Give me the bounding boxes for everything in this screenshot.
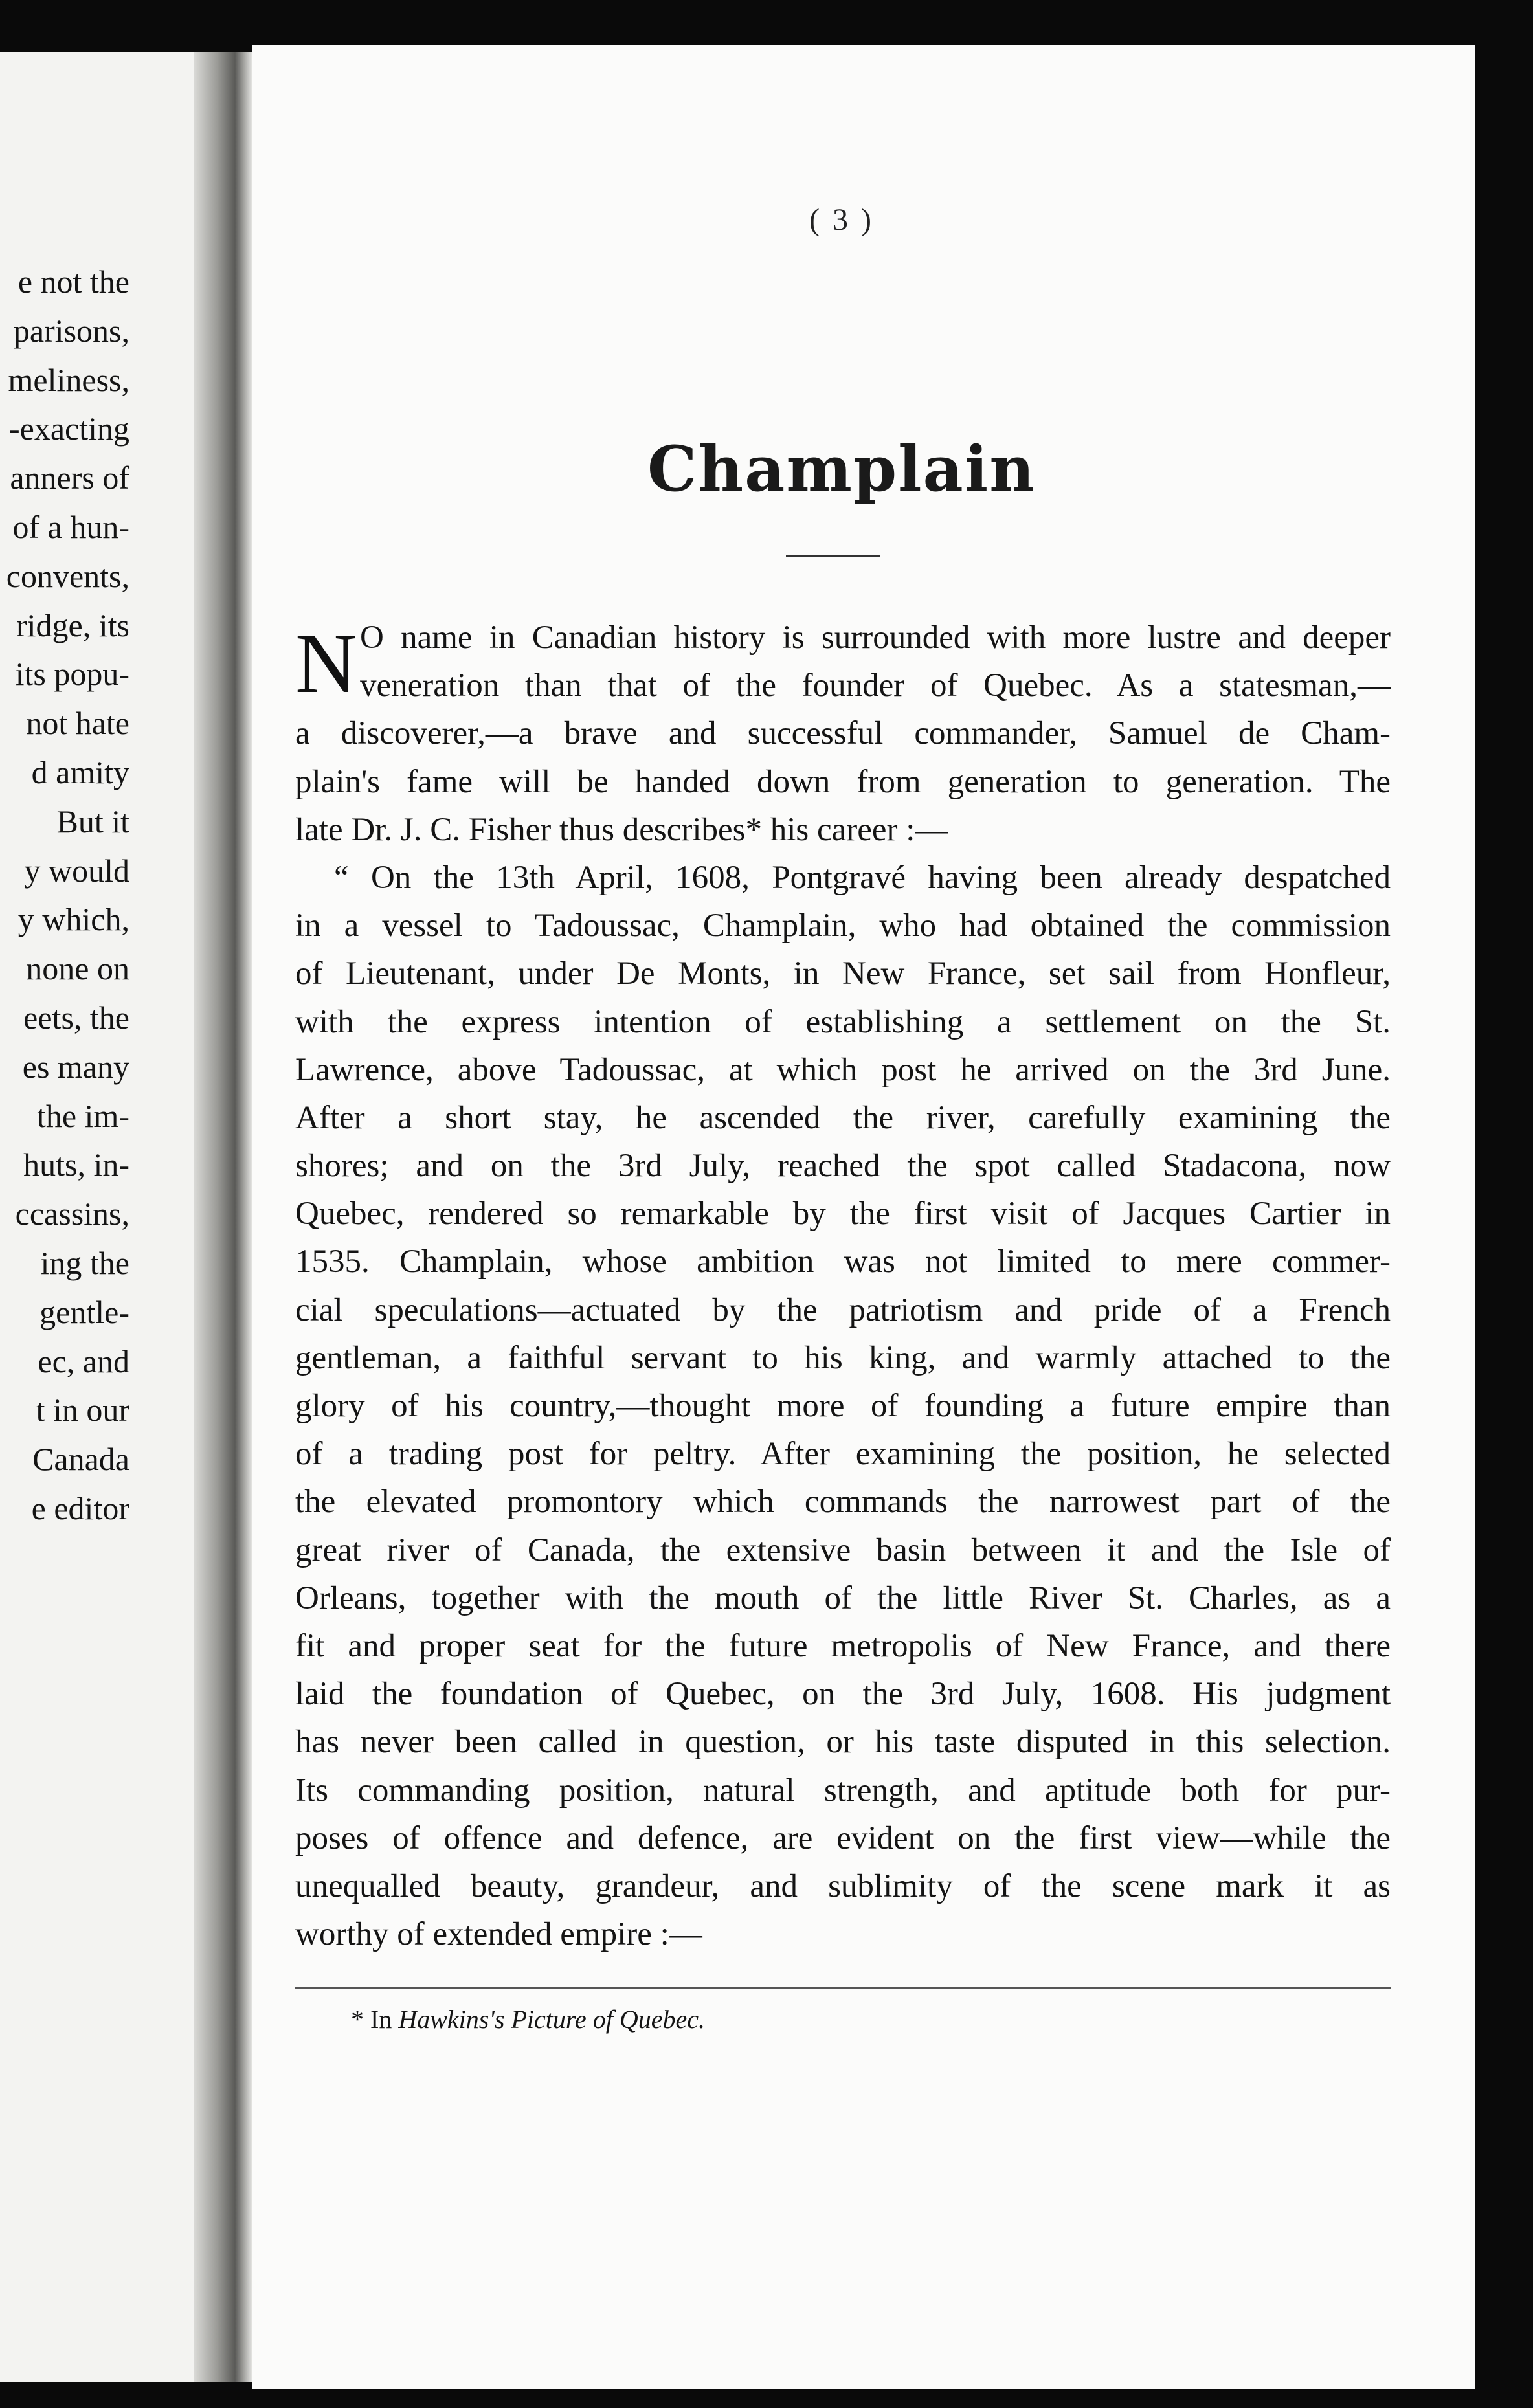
body-line: of a trading post for peltry. After examining the position, he selected — [295, 1436, 1391, 1473]
left-page-text — [0, 258, 129, 1533]
body-line: great river of Canada, the extensive basin between it and the Isle of — [295, 1532, 1391, 1568]
left-facing-page — [0, 52, 206, 2382]
body-line: of Lieutenant, under De Monts, in New France, set sail from Honfleur, — [295, 955, 1391, 992]
left-line: huts, in- — [23, 1146, 129, 1183]
body-line: gentleman, a faithful servant to his king, and warmly attached to the — [295, 1339, 1391, 1376]
left-line: its popu- — [15, 656, 129, 693]
left-line: Canada — [32, 1441, 129, 1478]
page-title: Champlain — [647, 432, 1036, 506]
body-line: shores; and on the 3rd July, reached the spot called Stadacona, now — [295, 1148, 1391, 1185]
body-line: glory of his country,—thought more of founding a future empire than — [295, 1388, 1391, 1424]
body-line: unequalled beauty, grandeur, and sublimity of the scene mark it as — [295, 1867, 1391, 1904]
body-line: in a vessel to Tadoussac, Champlain, who had obtained the commission — [295, 908, 1391, 944]
body-line: Quebec, rendered so remarkable by the first visit of Jacques Cartier in — [295, 1196, 1391, 1232]
left-line: t in our — [36, 1392, 129, 1429]
left-line: d amity — [31, 753, 129, 790]
body-line: a discoverer,—a brave and successful commander, Samuel de Cham- — [295, 715, 1391, 752]
left-line: -exacting — [8, 410, 129, 447]
left-line: gentle- — [39, 1293, 129, 1330]
body-line: 1535. Champlain, whose ambition was not limited to mere commer- — [295, 1243, 1391, 1280]
left-line: convents, — [6, 557, 129, 594]
body-line: After a short stay, he ascended the river, carefully examining the — [295, 1099, 1391, 1136]
left-line: es many — [22, 1048, 129, 1085]
left-line: none on — [26, 950, 129, 987]
body-line: veneration than that of the founder of Quebec. As a statesman,— — [360, 667, 1391, 704]
body-line: O name in Canadian history is surrounded with more lustre and deeper — [360, 619, 1391, 656]
body-line: with the express intention of establishing a settlement on the St. — [295, 1003, 1391, 1040]
left-line: eets, the — [23, 999, 129, 1036]
body-line: Its commanding position, natural strength, and aptitude both for pur- — [295, 1772, 1391, 1809]
left-line: y which, — [17, 901, 129, 938]
body-line: Lawrence, above Tadoussac, at which post he arrived on the 3rd June. — [295, 1051, 1391, 1088]
body-line: Orleans, together with the mouth of the little River St. Charles, as a — [295, 1579, 1391, 1616]
page-number: ( 3 ) — [809, 203, 874, 237]
footnote-divider — [295, 1987, 1391, 1989]
left-line: meliness, — [8, 361, 129, 398]
body-line: “ On the 13th April, 1608, Pontgravé having been already despatched — [334, 859, 1391, 896]
left-line: parisons, — [13, 312, 129, 349]
left-line: not hate — [26, 705, 129, 742]
left-line: ec, and — [38, 1343, 129, 1379]
footnote — [351, 2000, 705, 2039]
body-line: late Dr. J. C. Fisher thus describes* his career :— — [295, 811, 948, 848]
left-line: e not the — [17, 263, 129, 300]
body-line: laid the foundation of Quebec, on the 3rd July, 1608. His judgment — [295, 1676, 1391, 1713]
body-line: has never been called in question, or his taste disputed in this selection. — [295, 1724, 1391, 1761]
left-line: anners of — [10, 460, 129, 496]
body-line: cial speculations—actuated by the patriotism and pride of a French — [295, 1291, 1391, 1328]
title-divider — [786, 555, 880, 557]
left-line: of a hun- — [12, 508, 129, 545]
body-line: the elevated promontory which commands the narrowest part of the — [295, 1484, 1391, 1521]
body-line: poses of offence and defence, are evident on the first view—while the — [295, 1820, 1391, 1856]
footnote-marker: * In — [351, 2005, 392, 2034]
article-body — [295, 614, 1391, 1958]
left-line: ccassins, — [15, 1196, 129, 1232]
left-line: y would — [24, 852, 129, 889]
body-line: fit and proper seat for the future metropolis of New France, and there — [295, 1627, 1391, 1664]
footnote-source: Hawkins's Picture of Quebec. — [398, 2005, 705, 2034]
drop-cap: N — [295, 616, 357, 711]
left-line: the im- — [36, 1097, 129, 1134]
left-line: ridge, its — [16, 607, 129, 643]
left-line: ing the — [40, 1244, 129, 1281]
body-line: worthy of extended empire :— — [295, 1916, 702, 1953]
left-line: But it — [56, 803, 129, 840]
body-line: plain's fame will be handed down from generation to generation. The — [295, 763, 1391, 800]
book-gutter — [194, 52, 252, 2382]
left-line: e editor — [31, 1489, 129, 1526]
